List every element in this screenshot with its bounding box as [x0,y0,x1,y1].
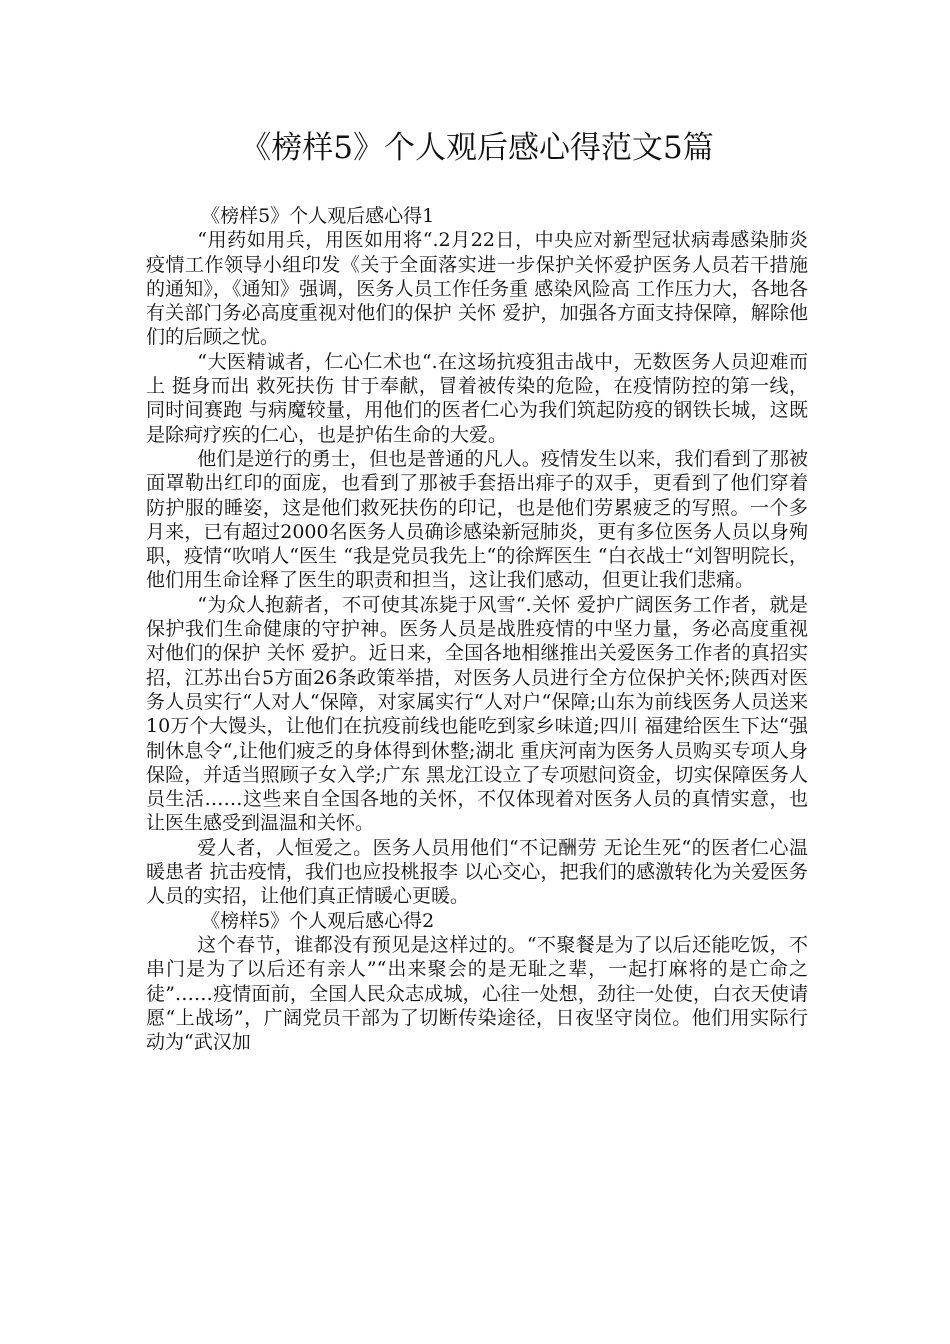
section-1-paragraph-3: 他们是逆行的勇士，但也是普通的凡人。疫情发生以来，我们看到了那被面罩勒出红印的面庞，也看到了那被手套捂出痱子的双手，更看到了他们穿着防护服的睡姿，这是他们救死扶伤的印记，也是他们劳累疲乏的写照。一个多月来，已有超过2000名医务人员确诊感染新冠肺炎，更有多位医务人员以身殉职，疫情“吹哨人“医生 “我是党员我先上“的徐辉医生 “白衣战士“刘智明院长，他们用生命诠释了医生的职责和担当，这让我们感动，但更让我们悲痛。 [146,447,808,592]
document-body [146,204,808,1054]
document-page [146,128,808,1054]
section-1-heading: 《榜样5》个人观后感心得1 [201,205,435,227]
section-1-paragraph-1: “用药如用兵，用医如用将“.2月22日，中央应对新型冠状病毒感染肺炎疫情工作领导小组印发《关于全面落实进一步保护关怀爱护医务人员若干措施的通知》，《通知》强调，医务人员工作任务重 感染风险高 工作压力大，各地各有关部门务必高度重视对他们的保护 关怀 爱护，加强各方面支持保障，解除他们的后顾之忧。 [146,229,808,349]
section-2-heading: 《榜样5》个人观后感心得2 [201,909,435,932]
section-1-paragraph-5: 爱人者，人恒爱之。医务人员用他们“不记酬劳 无论生死“的医者仁心温暖患者 抗击疫情，我们也应投桃报李 以心交心，把我们的感激转化为关爱医务人员的实招，让他们真正情暖心更暖。 [146,836,808,908]
section-1-paragraph-4: “为众人抱薪者，不可使其冻毙于风雪“.关怀 爱护广阔医务工作者，就是保护我们生命健康的守护神。医务人员是战胜疫情的中坚力量，务必高度重视对他们的保护 关怀 爱护。近日来，全国各地相继推出关爱医务工作者的真招实招，江苏出台5方面26条政策举措，对医务人员进行全方位保护关怀;陕西对医务人员实行“人对人“保障，对家属实行“人对户“保障;山东为前线医务人员送来10万个大馒头，让他们在抗疫前线也能吃到家乡味道;四川 福建给医生下达“强制休息令“,让他们疲乏的身体得到休整;湖北 重庆河南为医务人员购买专项人身保险，并适当照顾子女入学;广东 黑龙江设立了专项慰问资金，切实保障医务人员生活……这些来自全国各地的关怀，不仅体现着对医务人员的真情实意，也让医生感受到温温和关怀。 [146,593,808,835]
section-2-paragraph-1: 这个春节，谁都没有预见是这样过的。“不聚餐是为了以后还能吃饭，不串门是为了以后还有亲人”“出来聚会的是无耻之辈，一起打麻将的是亡命之徒”……疫情面前，全国人民众志成城，心往一处想，劲往一处使，白衣天使请愿“上战场”，广阔党员干部为了切断传染途径，日夜坚守岗位。他们用实际行动为“武汉加 [146,933,808,1054]
section-1-paragraph-2: “大医精诚者，仁心仁术也“.在这场抗疫狙击战中，无数医务人员迎难而上 挺身而出 救死扶伤 甘于奉献，冒着被传染的危险，在疫情防控的第一线，同时间赛跑 与病魔较量，用他们的医者仁心为我们筑起防疫的钢铁长城，这既是除疴疗疾的仁心，也是护佑生命的大爱。 [146,350,808,446]
document-title: 《榜样5》个人观后感心得范文5篇 [240,130,714,166]
